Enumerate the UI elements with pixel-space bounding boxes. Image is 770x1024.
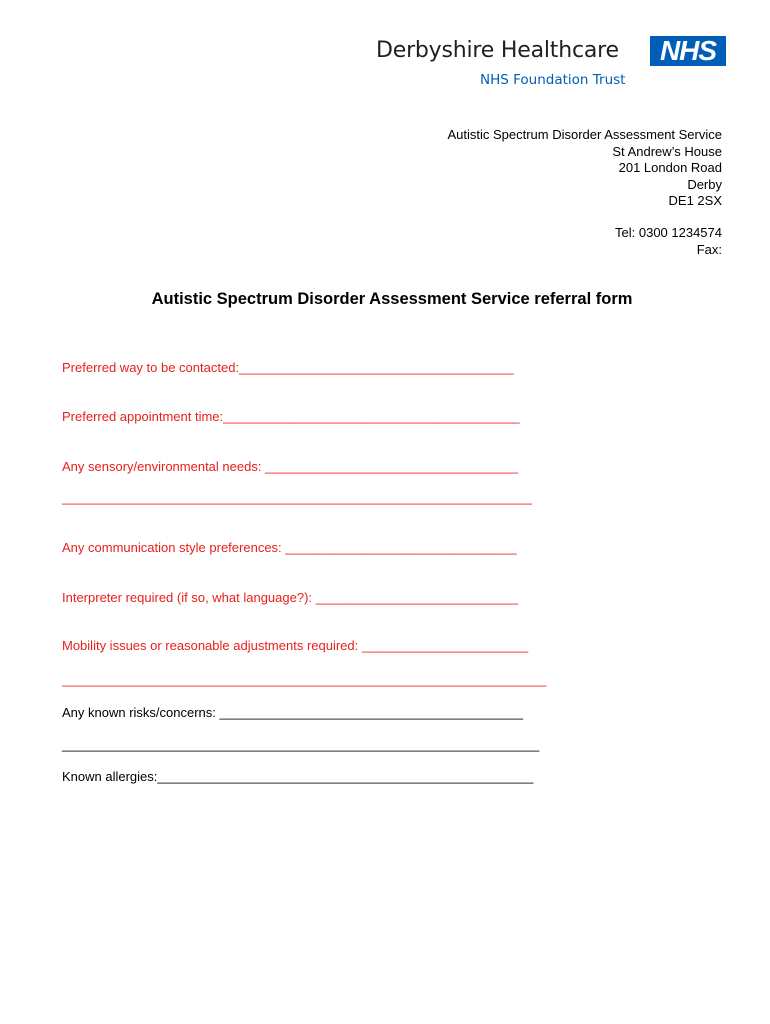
field-communication-style[interactable]: Any communication style preferences: ________________________________ <box>62 540 517 555</box>
field-mobility-adjustments[interactable]: Mobility issues or reasonable adjustments required: _______________________ <box>62 638 529 653</box>
service-address <box>447 127 722 210</box>
org-name: Derbyshire Healthcare <box>376 38 619 63</box>
field-interpreter[interactable]: Interpreter required (if so, what language?): ____________________________ <box>62 590 519 605</box>
contact-fax: Fax: <box>696 241 722 257</box>
nhs-logo-badge: NHS <box>650 36 726 66</box>
field-known-risks-continued[interactable]: __________________________________________________________________ <box>62 737 540 752</box>
address-building: St Andrew’s House <box>612 143 722 159</box>
field-mobility-adjustments-continued[interactable]: ___________________________________________________________________ <box>62 672 547 687</box>
field-preferred-contact[interactable]: Preferred way to be contacted:______________________________________ <box>62 360 514 375</box>
contact-tel: Tel: 0300 1234574 <box>615 225 722 240</box>
field-known-allergies[interactable]: Known allergies:____________________________________________________ <box>62 769 534 784</box>
address-street: 201 London Road <box>618 160 722 175</box>
field-known-risks[interactable]: Any known risks/concerns: __________________________________________ <box>62 705 524 720</box>
address-postcode: DE1 2SX <box>668 193 722 208</box>
form-title: Autistic Spectrum Disorder Assessment Service referral form <box>151 290 633 308</box>
field-appointment-time[interactable]: Preferred appointment time:_________________________________________ <box>62 409 520 424</box>
field-sensory-needs[interactable]: Any sensory/environmental needs: ___________________________________ <box>62 459 519 474</box>
trust-name: NHS Foundation Trust <box>480 72 626 88</box>
address-city: Derby <box>687 176 722 192</box>
trust-logo <box>376 34 726 94</box>
address-service: Autistic Spectrum Disorder Assessment Service <box>447 127 722 142</box>
contact-details <box>615 225 722 258</box>
field-sensory-needs-continued[interactable]: _________________________________________________________________ <box>62 490 532 505</box>
